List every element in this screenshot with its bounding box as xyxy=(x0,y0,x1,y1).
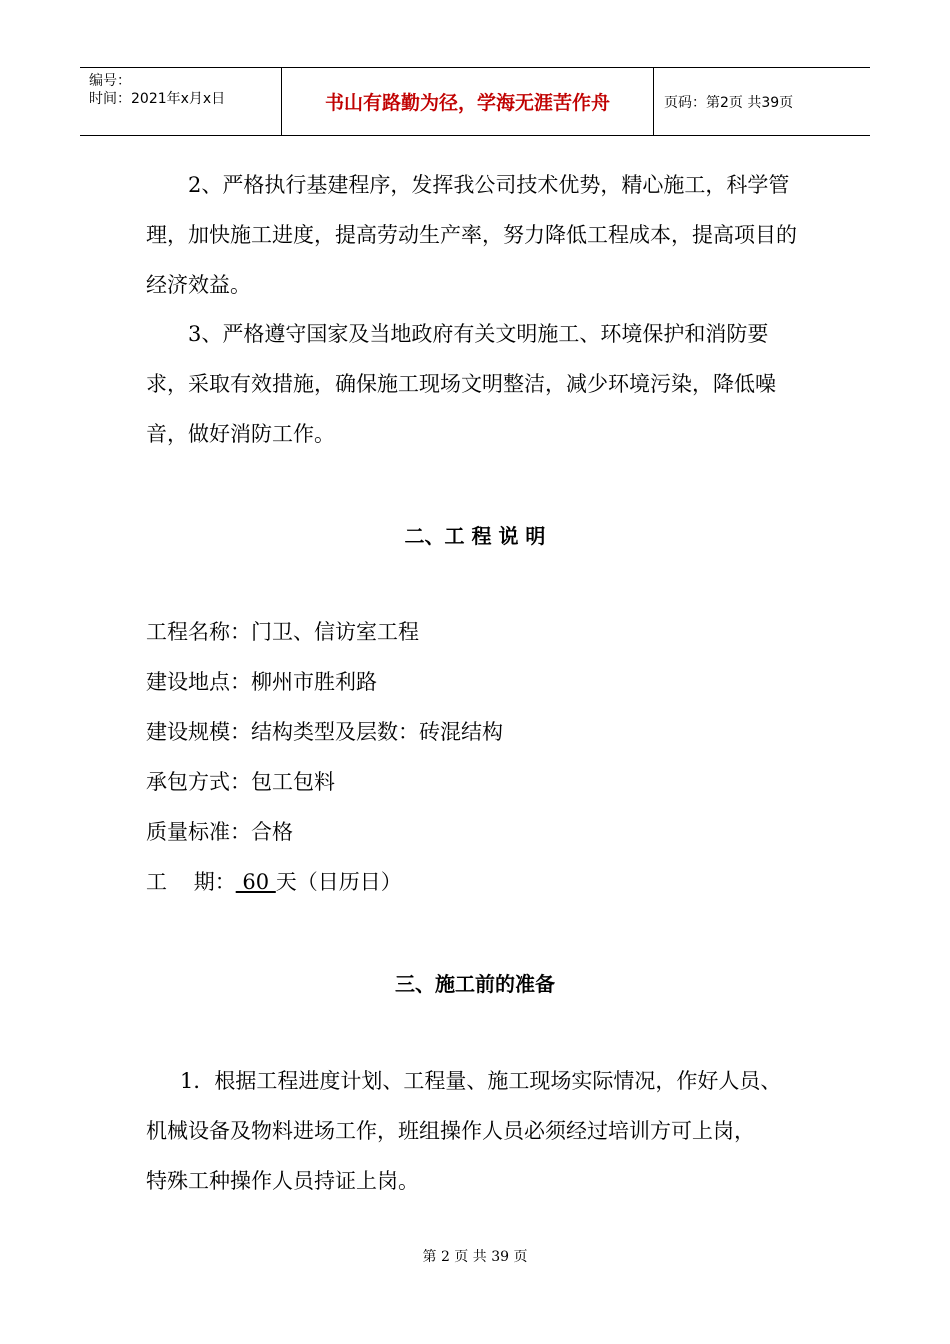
period-label: 工 期： xyxy=(146,870,236,894)
header-motto: 书山有路勤为径，学海无涯苦作舟 xyxy=(281,68,654,135)
construction-site-line: 建设地点：柳州市胜利路 xyxy=(146,670,377,694)
header-time-label: 时间：2021年x月x日 xyxy=(89,91,226,107)
section-3-para-line-1: 1．根据工程进度计划、工程量、施工现场实际情况，作好人员、 xyxy=(180,1069,782,1093)
project-name-line: 工程名称：门卫、信访室工程 xyxy=(146,620,419,644)
paragraph-3: 3、严格遵守国家及当地政府有关文明施工、环境保护和消防要求，采取有效措施，确保施工现场文明整洁，减少环境污染，降低噪音，做好消防工作。 xyxy=(146,322,776,446)
header-page-info: 页码：第2页 共39页 xyxy=(664,94,794,111)
period-value: 60 xyxy=(235,870,276,894)
section-3-title: 三、施工前的准备 xyxy=(395,972,555,996)
section-3-para-line-2: 机械设备及物料进场工作，班组操作人员必须经过培训方可上岗， xyxy=(146,1119,755,1143)
header-left-cell xyxy=(80,68,281,135)
contract-type-line: 承包方式：包工包料 xyxy=(146,770,335,794)
construction-period-line xyxy=(146,867,402,897)
period-suffix: 天（日历日） xyxy=(275,870,402,894)
paragraph-2: 2、严格执行基建程序，发挥我公司技术优势，精心施工，科学管理，加快施工进度，提高劳动生产率，努力降低工程成本，提高项目的经济效益。 xyxy=(146,173,797,297)
page-header xyxy=(80,67,870,136)
header-number-label: 编号： xyxy=(89,73,131,89)
page-footer: 第 2 页 共 39 页 xyxy=(422,1249,528,1265)
section-2-title: 二、工 程 说 明 xyxy=(404,524,546,548)
construction-scale-line: 建设规模：结构类型及层数：砖混结构 xyxy=(146,720,503,744)
quality-standard-line: 质量标准：合格 xyxy=(146,820,293,844)
section-3-para-line-3: 特殊工种操作人员持证上岗。 xyxy=(146,1169,419,1193)
